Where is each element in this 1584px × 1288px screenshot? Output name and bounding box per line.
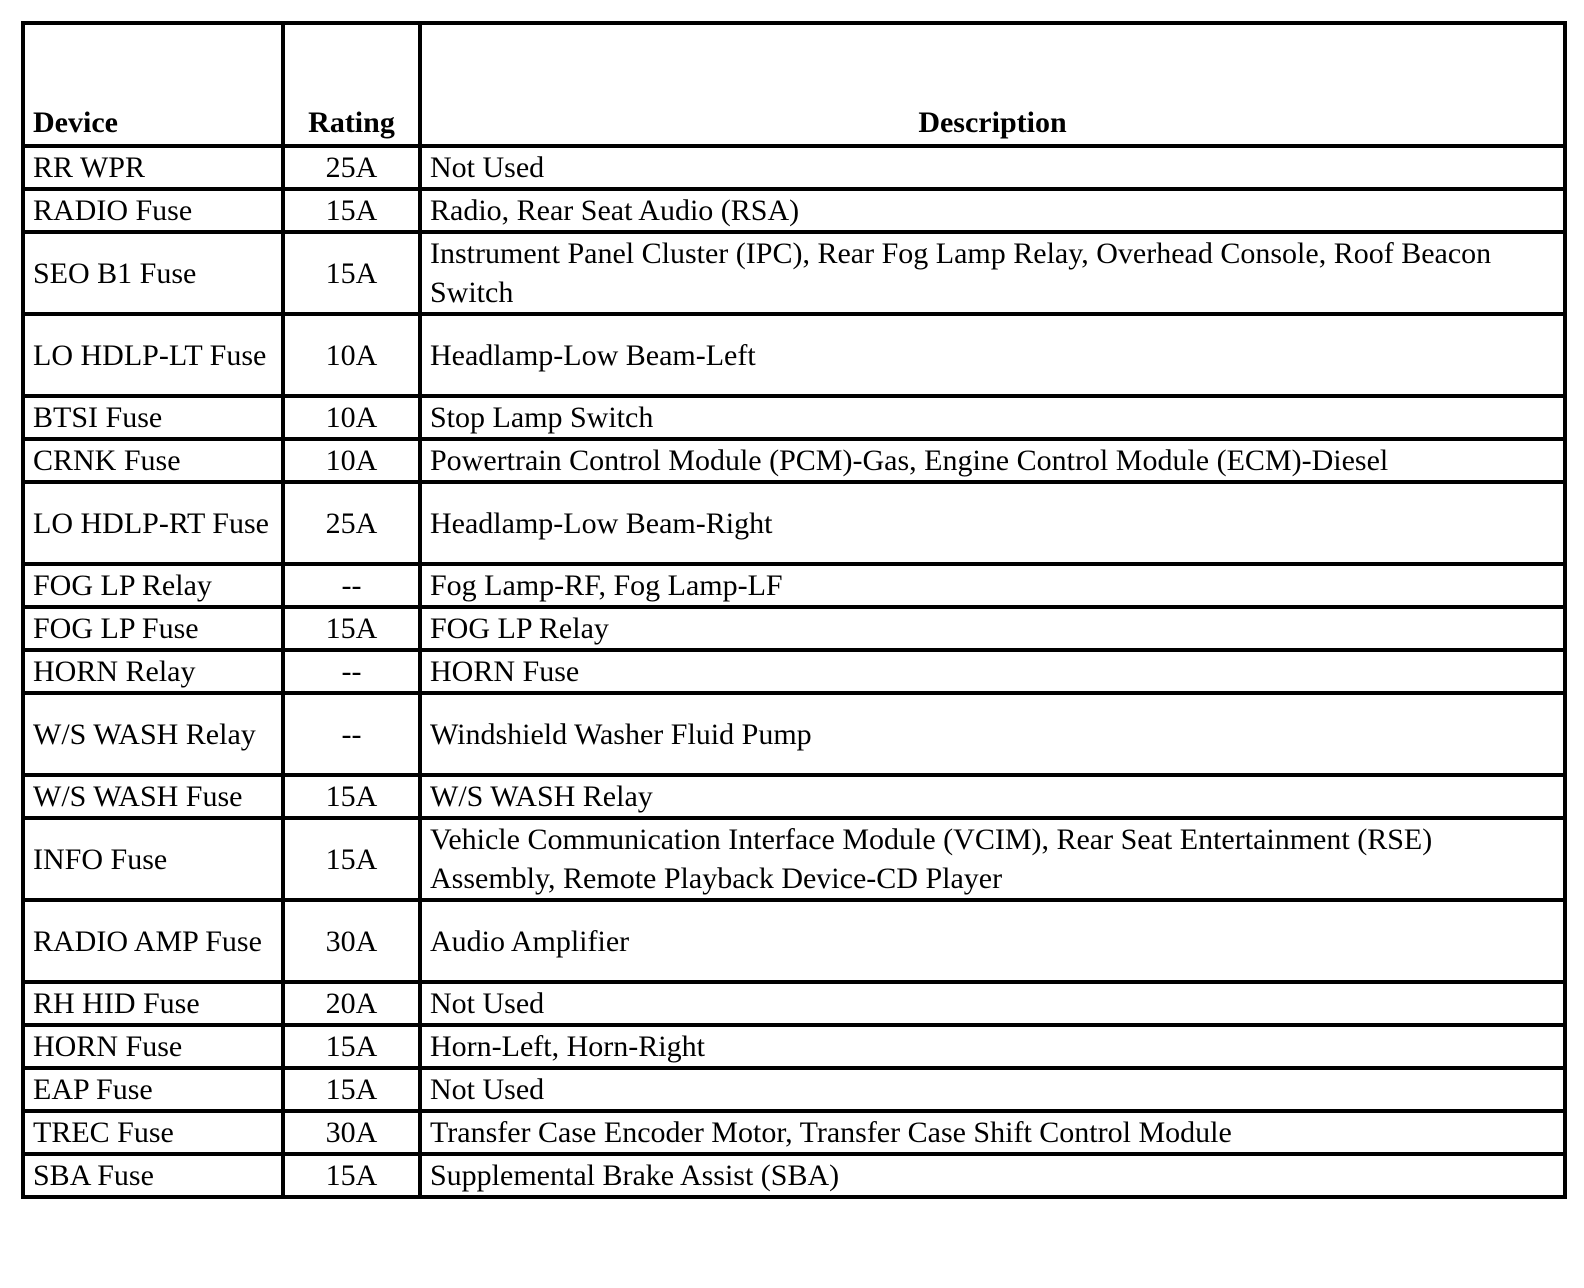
device-cell: SBA Fuse [23,1154,283,1197]
description-cell: Headlamp-Low Beam-Right [420,482,1565,564]
description-cell: Audio Amplifier [420,900,1565,982]
description-cell: Headlamp-Low Beam-Left [420,314,1565,396]
device-cell: RR WPR [23,146,283,189]
table-row [23,232,1565,314]
rating-cell: 15A [283,775,420,818]
rating-cell: 15A [283,1025,420,1068]
description-cell: Vehicle Communication Interface Module (VCIM), Rear Seat Entertainment (RSE) Assembly, Remote Playback Device-CD Player [420,818,1565,900]
description-cell: Not Used [420,146,1565,189]
device-cell: W/S WASH Fuse [23,775,283,818]
table-row [23,396,1565,439]
table-row [23,1154,1565,1197]
description-cell: Stop Lamp Switch [420,396,1565,439]
device-cell: INFO Fuse [23,818,283,900]
table-row [23,775,1565,818]
table-row [23,439,1565,482]
rating-cell: -- [283,650,420,693]
rating-cell: 30A [283,1111,420,1154]
rating-cell: 15A [283,232,420,314]
device-cell: RADIO AMP Fuse [23,900,283,982]
description-cell: Not Used [420,982,1565,1025]
device-cell: RH HID Fuse [23,982,283,1025]
device-cell: HORN Fuse [23,1025,283,1068]
table-row [23,146,1565,189]
table-row [23,982,1565,1025]
description-cell: Not Used [420,1068,1565,1111]
description-cell: Horn-Left, Horn-Right [420,1025,1565,1068]
device-cell: CRNK Fuse [23,439,283,482]
rating-cell: 15A [283,1068,420,1111]
table-row [23,1068,1565,1111]
description-cell: W/S WASH Relay [420,775,1565,818]
table-row [23,650,1565,693]
table-row [23,314,1565,396]
rating-cell: 10A [283,439,420,482]
table-row [23,189,1565,232]
rating-cell: 15A [283,607,420,650]
rating-cell: 20A [283,982,420,1025]
rating-cell: -- [283,564,420,607]
fuse-table [21,21,1567,1199]
rating-cell: 25A [283,146,420,189]
rating-cell: 15A [283,189,420,232]
device-cell: EAP Fuse [23,1068,283,1111]
description-cell: Windshield Washer Fluid Pump [420,693,1565,775]
rating-cell: 30A [283,900,420,982]
device-cell: FOG LP Fuse [23,607,283,650]
table-row [23,607,1565,650]
description-cell: FOG LP Relay [420,607,1565,650]
rating-cell: 10A [283,314,420,396]
table-row [23,564,1565,607]
description-cell: Instrument Panel Cluster (IPC), Rear Fog Lamp Relay, Overhead Console, Roof Beacon Switch [420,232,1565,314]
device-cell: LO HDLP-LT Fuse [23,314,283,396]
description-cell: Transfer Case Encoder Motor, Transfer Case Shift Control Module [420,1111,1565,1154]
table-row [23,900,1565,982]
device-cell: SEO B1 Fuse [23,232,283,314]
header-device: Device [23,23,283,146]
table-row [23,818,1565,900]
table-header-row [23,23,1565,146]
device-cell: LO HDLP-RT Fuse [23,482,283,564]
table-row [23,1111,1565,1154]
table-row [23,1025,1565,1068]
rating-cell: 15A [283,818,420,900]
device-cell: HORN Relay [23,650,283,693]
description-cell: HORN Fuse [420,650,1565,693]
header-rating: Rating [283,23,420,146]
description-cell: Radio, Rear Seat Audio (RSA) [420,189,1565,232]
device-cell: W/S WASH Relay [23,693,283,775]
description-cell: Fog Lamp-RF, Fog Lamp-LF [420,564,1565,607]
device-cell: TREC Fuse [23,1111,283,1154]
device-cell: FOG LP Relay [23,564,283,607]
rating-cell: -- [283,693,420,775]
device-cell: RADIO Fuse [23,189,283,232]
header-description: Description [420,23,1565,146]
table-row [23,482,1565,564]
rating-cell: 10A [283,396,420,439]
rating-cell: 25A [283,482,420,564]
rating-cell: 15A [283,1154,420,1197]
table-row [23,693,1565,775]
description-cell: Supplemental Brake Assist (SBA) [420,1154,1565,1197]
description-cell: Powertrain Control Module (PCM)-Gas, Engine Control Module (ECM)-Diesel [420,439,1565,482]
device-cell: BTSI Fuse [23,396,283,439]
